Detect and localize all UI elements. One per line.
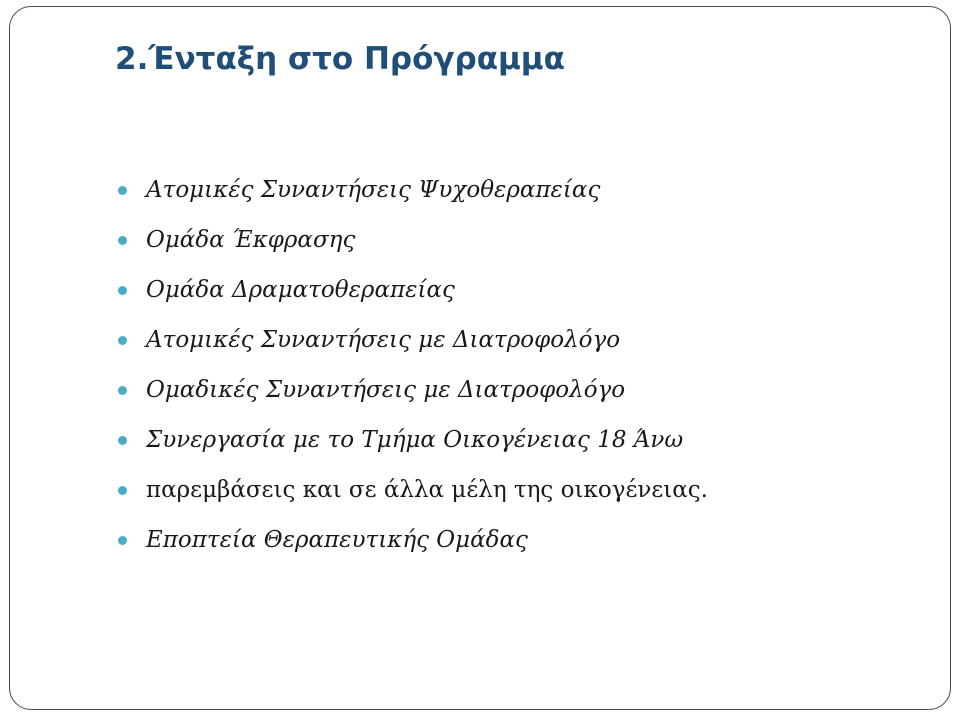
bullet-item — [118, 165, 708, 215]
bullet-dot-icon — [118, 336, 127, 345]
slide-title: 2.Ένταξη στο Πρόγραμμα — [115, 41, 565, 77]
bullet-item — [118, 215, 708, 265]
bullet-dot-icon — [118, 286, 127, 295]
bullet-item — [118, 465, 708, 515]
bullet-text: Ατομικές Συναντήσεις Ψυχοθεραπείας — [146, 177, 601, 203]
bullet-dot-icon — [118, 536, 127, 545]
bullet-item — [118, 265, 708, 315]
bullet-text: Ομαδικές Συναντήσεις με Διατροφολόγο — [146, 377, 626, 403]
bullet-item — [118, 415, 708, 465]
bullet-dot-icon — [118, 186, 127, 195]
slide-frame — [9, 6, 951, 710]
bullet-text: Συνεργασία με το Τμήμα Οικογένειας 18 Άνω — [146, 427, 684, 453]
bullet-text: παρεμβάσεις και σε άλλα μέλη της οικογένειας. — [146, 477, 708, 503]
bullet-list — [118, 165, 708, 565]
bullet-text: Ομάδα Δραματοθεραπείας — [146, 277, 455, 303]
bullet-dot-icon — [118, 386, 127, 395]
bullet-item — [118, 515, 708, 565]
bullet-dot-icon — [118, 236, 127, 245]
bullet-text: Εποπτεία Θεραπευτικής Ομάδας — [146, 527, 528, 553]
bullet-text: Ομάδα Έκφρασης — [146, 227, 356, 253]
bullet-dot-icon — [118, 486, 127, 495]
bullet-item — [118, 315, 708, 365]
bullet-item — [118, 365, 708, 415]
bullet-dot-icon — [118, 436, 127, 445]
bullet-text: Ατομικές Συναντήσεις με Διατροφολόγο — [146, 327, 621, 353]
